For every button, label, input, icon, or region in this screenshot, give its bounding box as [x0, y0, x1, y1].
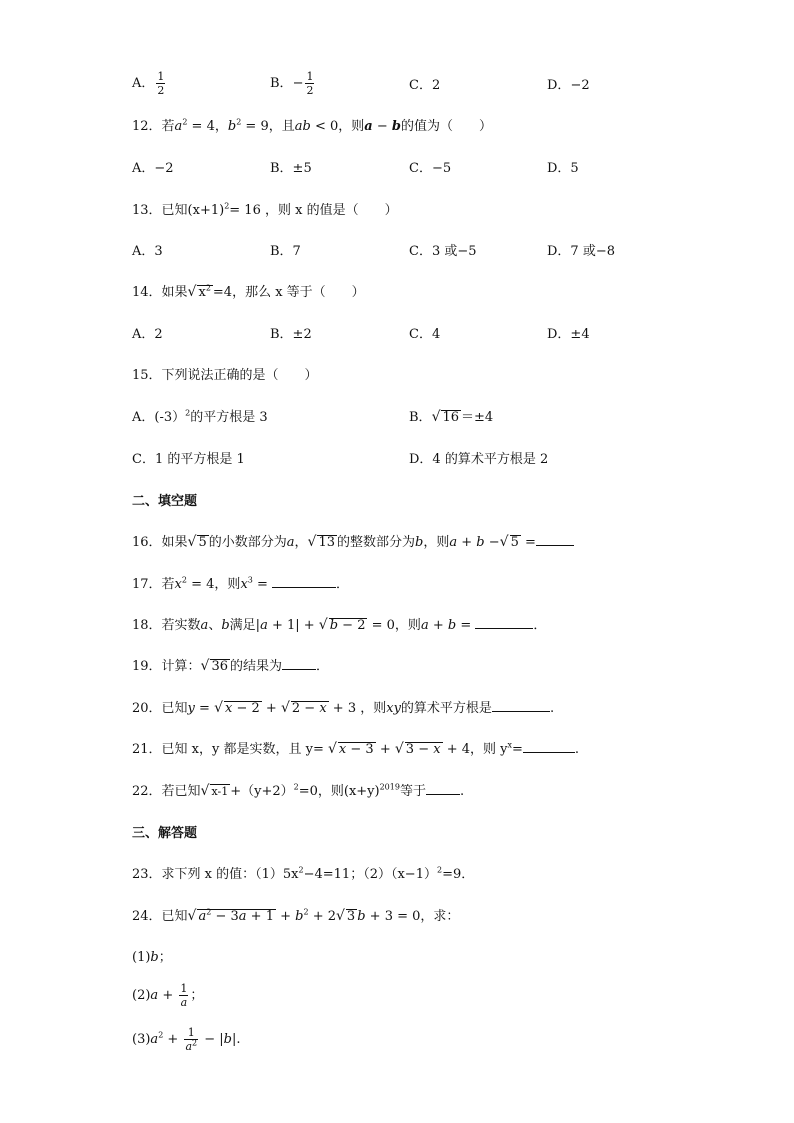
q13-option-c: C．3 或−5 [409, 244, 477, 259]
section-solve-heading: 三、解答题 [132, 826, 198, 841]
q11-option-b: B．− $\frac{1}{2}$ [270, 70, 314, 97]
q14-option-d: D．±4 [547, 327, 590, 342]
q17-answer-blank[interactable] [272, 575, 336, 588]
q14-option-c: C．4 [409, 327, 441, 342]
q14-option-b: B．±2 [270, 327, 312, 342]
q12-option-b: B．±5 [270, 161, 312, 176]
q15-options-row2 [0, 448, 794, 478]
q19-stem: 19．计算：√ 36 的结果为 ． [132, 658, 330, 674]
q20-answer-blank[interactable] [492, 699, 550, 712]
q15-option-d: D．4 的算术平方根是 2 [409, 452, 549, 467]
q15-option-b: B．√ 16 ＝±4 [409, 409, 494, 425]
q14-option-a: A．2 [132, 327, 163, 342]
q13-stem: 13．已知$(x+1)^2= 16$ ，则 x 的值是（ ） [132, 201, 398, 218]
q19-answer-blank[interactable] [282, 657, 316, 670]
q14-stem: 14．如果√ $x^2 =4$，那么 x 等于（ ） [132, 283, 365, 300]
q11-option-a: A． $\frac{1}{2}$ [132, 70, 165, 97]
q18-stem: 18．若实数a、b满足|a + 1| + √ b − 2 = 0，则a + b = ． [132, 617, 547, 633]
q12-option-c: C．−5 [409, 161, 452, 176]
q16-stem: 16．如果√ 5 的小数部分为a，√ 13 的整数部分为b，则a + b −√ 5 = [132, 531, 574, 550]
q12-option-d: D．5 [547, 161, 579, 176]
q12-option-a: A．−2 [132, 161, 174, 176]
q11-options [0, 70, 794, 100]
q15-option-a: A．(-3）$^2$的平方根是 3 [132, 408, 268, 425]
q18-answer-blank[interactable] [475, 616, 533, 629]
q12-stem: 12．若$a^2 = 4$，$b^2 = 9$，且ab < 0，则a − b的值为（ ） [132, 117, 492, 134]
q21-stem: 21．已知 x，y 都是实数，且 y= √ x − 3 + √ 3 − x + 4，则 $y^x=$ . [132, 740, 580, 757]
q24-part-1: (1)b； [132, 950, 172, 965]
q12-options [0, 157, 794, 187]
q20-stem: 20．已知y = √ x − 2 + √ 2 − x + 3 ，则xy的算术平方根是 . [132, 700, 555, 716]
q15-options-row1 [0, 406, 794, 436]
q22-stem: 22．若已知√ $x-1 +(y+2)^2=0$，则$(x+y)^{2019}$等于 . [132, 782, 465, 799]
q14-options [0, 323, 794, 353]
q22-answer-blank[interactable] [426, 782, 460, 795]
q24-part-3: $(3)a^2$ + $\frac{1}{a^2}$ − |b|. [132, 1026, 241, 1053]
q16-answer-blank[interactable] [536, 533, 574, 546]
q13-option-b: B．7 [270, 244, 301, 259]
section-fill-in-heading: 二、填空题 [132, 494, 198, 509]
q11-option-c: C．2 [409, 78, 441, 93]
q21-answer-blank[interactable] [523, 740, 575, 753]
q11-option-d: D．−2 [547, 78, 590, 93]
q13-option-d: D．7 或−8 [547, 244, 615, 259]
q15-option-c: C．1 的平方根是 1 [132, 452, 245, 467]
q15-stem: 15．下列说法正确的是（ ） [132, 368, 318, 383]
q24-part-2: (2)a + $\frac{1}{a}$ ； [132, 982, 204, 1009]
q13-option-a: A．3 [132, 244, 163, 259]
q13-options [0, 240, 794, 270]
q23-stem: 23．求下列 x 的值：$(1)5x^2-4=11$；$(2)(x-1)^2=9$． [132, 865, 475, 882]
q24-stem: 24．已知√ $a^2 - 3a + 1 + b^2 + 2√$ 3 b + 3 = 0，求： [132, 907, 460, 924]
q17-stem: 17．若$x^2 = 4$，则$x^3$ = ． [132, 575, 350, 592]
